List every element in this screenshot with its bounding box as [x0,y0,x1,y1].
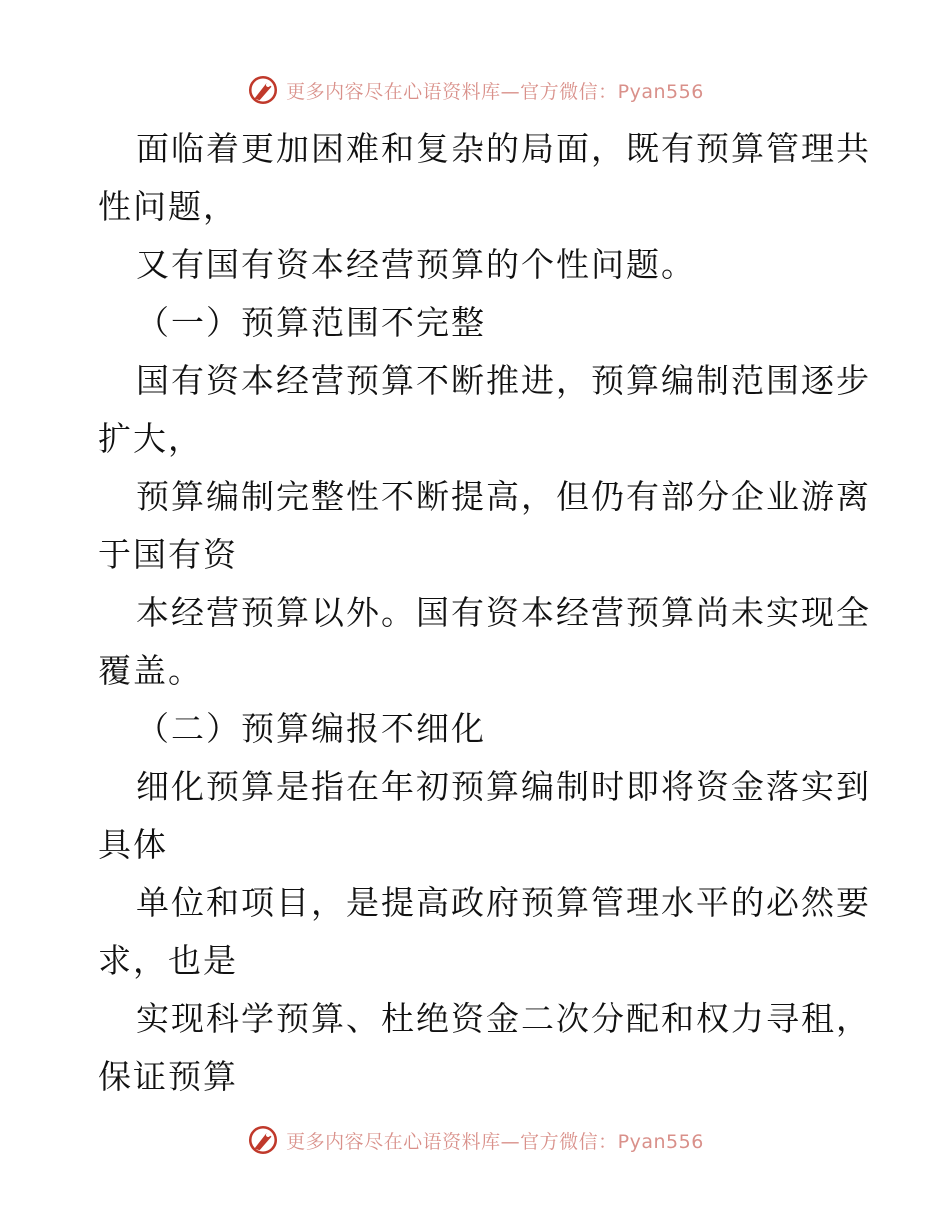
paragraph-line: 本经营预算以外。国有资本经营预算尚未实现全 [136,593,871,632]
footer-watermark [0,1122,950,1158]
watermark-group [246,1123,704,1157]
paragraph-line: 求，也是 [98,941,238,980]
paragraph-line: 覆盖。 [98,651,203,690]
paragraph-line: 预算编制完整性不断提高，但仍有部分企业游离 [136,477,871,516]
watermark-text: 更多内容尽在心语资料库—官方微信：Pyan556 [286,80,704,103]
paragraph-line: 又有国有资本经营预算的个性问题。 [136,245,696,284]
paragraph-line: 扩大， [98,419,203,458]
section-heading: （一）预算范围不完整 [136,303,486,342]
document-body [98,120,871,1106]
watermark-group [246,73,704,107]
paragraph-line: 单位和项目，是提高政府预算管理水平的必然要 [136,883,871,922]
section-heading: （二）预算编报不细化 [136,709,486,748]
paragraph-line: 性问题， [98,187,238,226]
watermark-text: 更多内容尽在心语资料库—官方微信：Pyan556 [286,1130,704,1153]
paragraph-line: 具体 [98,825,168,864]
paragraph-line: 于国有资 [98,535,238,574]
paragraph-line: 细化预算是指在年初预算编制时即将资金落实到 [136,767,871,806]
paragraph-line: 保证预算 [98,1057,238,1096]
pen-nib-logo-icon [246,73,280,107]
header-watermark [0,72,950,108]
pen-nib-logo-icon [246,1123,280,1157]
paragraph-line: 面临着更加困难和复杂的局面，既有预算管理共 [136,129,871,168]
paragraph-line: 国有资本经营预算不断推进，预算编制范围逐步 [136,361,871,400]
paragraph-line: 实现科学预算、杜绝资金二次分配和权力寻租， [136,999,871,1038]
